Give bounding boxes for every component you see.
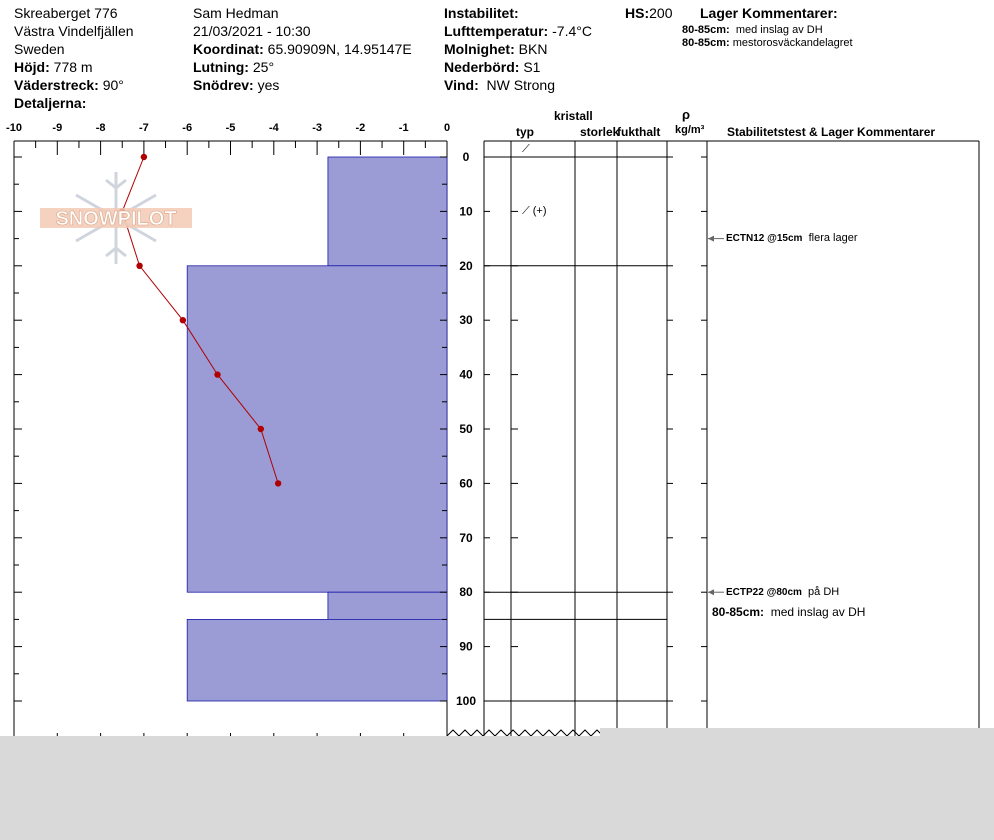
temperature-point-4 — [214, 371, 220, 377]
temp-tick-label-4: -6 — [182, 122, 193, 134]
stability-arrow-head-1 — [708, 589, 714, 595]
col-typ: typ — [516, 125, 534, 139]
layer-comment-1: 80-85cm: med inslag av DH — [682, 24, 823, 36]
cloud-cover: Molnighet: BKN — [444, 41, 548, 57]
footer-bar — [0, 736, 994, 840]
temperature-point-6 — [275, 480, 281, 486]
depth-tick-label-2: 20 — [459, 258, 473, 273]
site-altitude: Höjd: 778 m — [14, 59, 93, 75]
temperature-point-3 — [180, 317, 186, 323]
site-name: Skreaberget 776 — [14, 5, 118, 21]
col-kristall: kristall — [554, 109, 593, 123]
coordinates: Koordinat: 65.90909N, 14.95147E — [193, 41, 412, 57]
temp-tick-label-6: -4 — [268, 122, 279, 134]
svg-text:SNOWPILOT: SNOWPILOT — [55, 208, 177, 230]
wind: Vind: NW Strong — [444, 77, 555, 93]
temp-tick-label-3: -7 — [139, 122, 149, 134]
snowpilot-logo — [40, 170, 192, 266]
depth-tick-label-3: 30 — [459, 313, 473, 328]
site-region: Västra Vindelfjällen — [14, 23, 134, 39]
temp-tick-label-7: -3 — [312, 122, 322, 134]
temperature-point-5 — [258, 426, 264, 432]
temp-tick-label-2: -8 — [95, 122, 106, 134]
wind-drift: Snödrev: yes — [193, 77, 280, 93]
col-storlek: storlek — [580, 125, 620, 139]
hardness-layer-3 — [187, 619, 447, 701]
observer-name: Sam Hedman — [193, 5, 279, 21]
crystal-mark-0: ⟋ — [522, 143, 530, 155]
temp-tick-label-1: -9 — [52, 122, 63, 134]
temp-tick-label-9: -1 — [398, 122, 409, 134]
col-rho: ρ — [682, 107, 691, 122]
crystal-mark-10: ⟋ (+) — [522, 205, 547, 217]
depth-tick-label-0: 0 — [462, 150, 470, 164]
depth-tick-label-4: 40 — [459, 367, 473, 382]
site-aspect: Väderstreck: 90° — [14, 77, 124, 93]
depth-tick-label-7: 70 — [459, 530, 473, 545]
hardness-layer-1 — [187, 266, 447, 592]
col-stability: Stabilitetstest & Lager Kommentarer — [727, 125, 936, 139]
layer-comments-title: Lager Kommentarer: — [700, 5, 838, 21]
stability-test-2: ECTP22 @80cm på DH — [726, 586, 840, 598]
depth-tick-label-9: 90 — [459, 639, 473, 654]
slope-angle: Lutning: 25° — [193, 59, 275, 75]
depth-tick-label-1: 10 — [459, 204, 473, 219]
depth-tick-label-8: 80 — [459, 585, 473, 600]
depth-tick-label-5: 50 — [459, 422, 473, 436]
instability: Instabilitet: — [444, 5, 519, 21]
temp-tick-label-10: 0 — [443, 122, 451, 134]
depth-tick-label-10: 100 — [455, 694, 477, 708]
stability-arrow-head-0 — [708, 236, 714, 242]
layer-table — [484, 141, 979, 740]
layer-comment-row: 80-85cm: med inslag av DH — [712, 605, 866, 619]
site-details: Detaljerna: — [14, 95, 87, 111]
stability-test-1: ECTN12 @15cm flera lager — [726, 232, 858, 244]
snow-height: HS:200 — [625, 5, 673, 21]
temp-tick-label-0: -10 — [6, 122, 22, 134]
hardness-layer-2 — [328, 592, 447, 619]
hardness-layer-0 — [328, 157, 447, 266]
depth-tick-label-6: 60 — [459, 476, 473, 491]
air-temperature: Lufttemperatur: -7.4°C — [444, 23, 592, 39]
observation-datetime: 21/03/2021 - 10:30 — [193, 23, 311, 39]
temp-tick-label-8: -2 — [355, 122, 366, 134]
temp-tick-label-5: -5 — [225, 122, 236, 134]
layer-comment-2: 80-85cm: mestorosväckandelagret — [682, 37, 853, 49]
col-density-unit: kg/m³ — [675, 124, 705, 136]
precipitation: Nederbörd: S1 — [444, 59, 541, 75]
col-fukthalt: fukthalt — [617, 125, 661, 139]
site-country: Sweden — [14, 41, 65, 57]
temperature-point-0 — [141, 154, 147, 160]
